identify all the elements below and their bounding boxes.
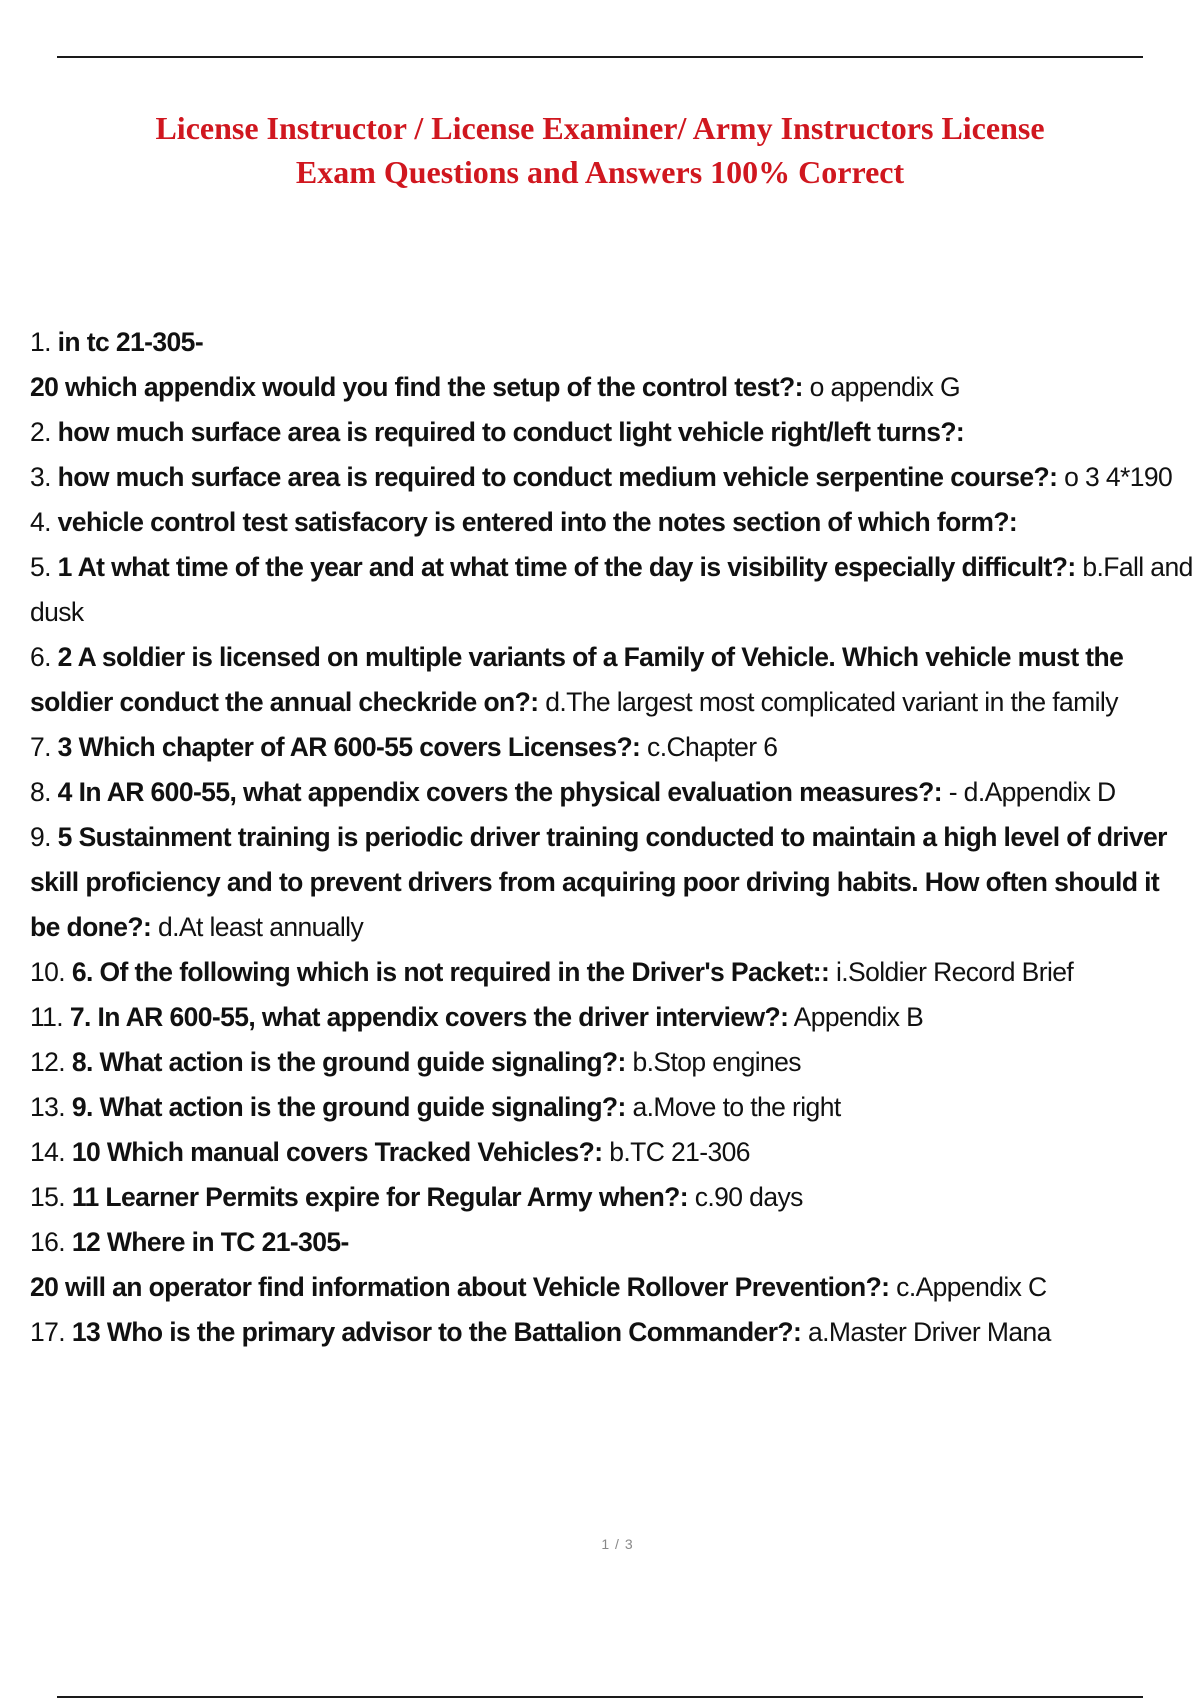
- list-item: [30, 815, 1195, 950]
- list-item: [30, 1040, 1195, 1085]
- top-rule: [57, 56, 1143, 58]
- item-number: 10.: [30, 957, 66, 987]
- list-item: [30, 1310, 1195, 1355]
- title-line-2: Exam Questions and Answers 100% Correct: [295, 154, 905, 190]
- question-text: in tc 21-305-: [57, 327, 204, 357]
- question-text: 9. What action is the ground guide signaling?:: [71, 1092, 626, 1122]
- question-text: how much surface area is required to conduct light vehicle right/left turns?:: [57, 417, 965, 447]
- item-number: 1.: [30, 327, 51, 357]
- item-number: 16.: [30, 1227, 66, 1257]
- answer-text: - d.Appendix D: [941, 777, 1116, 807]
- list-item: [30, 635, 1195, 725]
- item-number: 5.: [30, 552, 51, 582]
- list-item: [30, 725, 1195, 770]
- question-text: how much surface area is required to conduct medium vehicle serpentine course?:: [57, 462, 1058, 492]
- answer-text: d.At least annually: [151, 912, 364, 942]
- answer-text: i.Soldier Record Brief: [829, 957, 1074, 987]
- question-text: 6. Of the following which is not required in the Driver's Packet::: [71, 957, 830, 987]
- page-indicator: 1 / 3: [601, 1536, 634, 1552]
- item-number: 9.: [30, 822, 51, 852]
- question-text: 11 Learner Permits expire for Regular Army when?:: [71, 1182, 688, 1212]
- answer-text: c.Appendix C: [889, 1272, 1047, 1302]
- question-text-continued: 20 which appendix would you find the setup of the control test?:: [30, 372, 803, 402]
- item-number: 3.: [30, 462, 51, 492]
- item-number: 14.: [30, 1137, 66, 1167]
- answer-text: c.90 days: [687, 1182, 803, 1212]
- list-item: [30, 545, 1195, 635]
- item-number: 7.: [30, 732, 51, 762]
- question-text: 4 In AR 600-55, what appendix covers the physical evaluation measures?:: [57, 777, 942, 807]
- question-text: 3 Which chapter of AR 600-55 covers Licenses?:: [57, 732, 641, 762]
- list-item: [30, 320, 1195, 410]
- answer-text: d.The largest most complicated variant in the family: [538, 687, 1118, 717]
- list-item: [30, 1220, 1195, 1310]
- bottom-rule: [57, 1696, 1143, 1698]
- question-list: [30, 320, 1195, 1355]
- item-number: 15.: [30, 1182, 66, 1212]
- list-item: [30, 1085, 1195, 1130]
- answer-text: o appendix G: [802, 372, 961, 402]
- question-text: 13 Who is the primary advisor to the Battalion Commander?:: [71, 1317, 802, 1347]
- question-text: 1 At what time of the year and at what time of the day is visibility especially difficult?:: [57, 552, 1076, 582]
- answer-text: o 3 4*190: [1057, 462, 1173, 492]
- question-text: 10 Which manual covers Tracked Vehicles?:: [71, 1137, 603, 1167]
- item-number: 12.: [30, 1047, 66, 1077]
- item-number: 17.: [30, 1317, 66, 1347]
- question-text-continued: 20 will an operator find information about Vehicle Rollover Prevention?:: [30, 1272, 890, 1302]
- item-number: 11.: [30, 1002, 64, 1032]
- item-number: 6.: [30, 642, 51, 672]
- answer-text: b.Stop engines: [625, 1047, 801, 1077]
- answer-text: Appendix B: [788, 1002, 924, 1032]
- answer-text: b.Fall and dusk: [30, 552, 1193, 627]
- document-title: [100, 106, 1100, 194]
- question-text: 12 Where in TC 21-305-: [71, 1227, 349, 1257]
- list-item: [30, 410, 1195, 455]
- title-line-1: License Instructor / License Examiner/ Army Instructors License: [155, 110, 1045, 146]
- question-text: 8. What action is the ground guide signaling?:: [71, 1047, 626, 1077]
- question-text: 7. In AR 600-55, what appendix covers the driver interview?:: [69, 1002, 789, 1032]
- list-item: [30, 1175, 1195, 1220]
- item-number: 2.: [30, 417, 51, 447]
- item-number: 4.: [30, 507, 51, 537]
- item-number: 13.: [30, 1092, 66, 1122]
- answer-text: c.Chapter 6: [640, 732, 778, 762]
- list-item: [30, 1130, 1195, 1175]
- answer-text: a.Move to the right: [625, 1092, 841, 1122]
- list-item: [30, 455, 1195, 500]
- answer-text: a.Master Driver Mana: [801, 1317, 1051, 1347]
- item-number: 8.: [30, 777, 51, 807]
- list-item: [30, 770, 1195, 815]
- answer-text: b.TC 21-306: [602, 1137, 750, 1167]
- question-text: vehicle control test satisfacory is entered into the notes section of which form?:: [57, 507, 1018, 537]
- list-item: [30, 500, 1195, 545]
- question-text: 5 Sustainment training is periodic driver training conducted to maintain a high level of driver skill proficiency and to prevent drivers from acquiring poor driving habits. How often should it be done?:: [30, 822, 1167, 942]
- list-item: [30, 950, 1195, 995]
- question-text: 2 A soldier is licensed on multiple variants of a Family of Vehicle. Which vehicle must the soldier conduct the annual checkride on?:: [30, 642, 1124, 717]
- list-item: [30, 995, 1195, 1040]
